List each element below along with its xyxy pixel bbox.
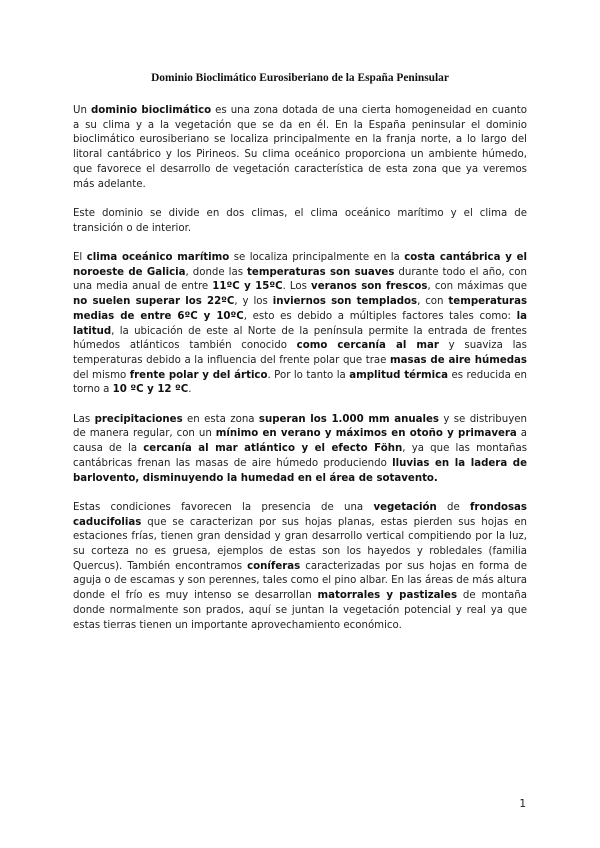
bold-text: dominio bioclimático [90,105,212,116]
text-run: Estas condiciones favorecen la presencia de una [73,501,374,513]
text-run: , donde las [185,266,248,278]
text-run: , esto es debido a múltiples factores tales como: [243,310,517,322]
text-run: de montaña donde normalmente son prados, aquí se juntan la vegetación potencial y real ya que estas tierras tienen un importante aprovechamiento económico. [73,590,527,631]
bold-text: clima oceánico marítimo [86,252,230,263]
page-number: 1 [519,798,526,810]
text-run: Las [73,413,95,425]
text-run: es reducida en torno a [73,369,528,396]
text-run: es una zona dotada de una cierta homogeneidad en cuanto a su clima y a la vegetación que se da en él. En la España peninsular el dominio bioclimático eurosiberiano se localiza principalmente en la franja norte, a lo largo del litoral cantábrico y los Pirineos. Su clima oceánico proporciona un ambiente húmedo, que favorece el desarrollo de vegetación característica de esta zona que ya veremos más adelante. [73,105,527,190]
paragraph [73,251,527,398]
page-title: Dominio Bioclimático Eurosiberiano de la España Peninsular [151,72,449,84]
bold-text: no suelen superar los 22ºC [73,296,235,308]
text-run: . [188,384,192,396]
bold-text: temperaturas medias de entre 6ºC y 10ºC [73,296,528,322]
text-run: . Por lo tanto la [267,369,350,381]
bold-text: frondosas caducifolias [73,501,527,528]
bold-text: inviernos son templados [272,296,418,308]
paragraph [73,413,527,487]
text-run: . Los [282,281,312,293]
text-run: , la ubicación de este al Norte de la península permite la entrada de frentes húmedos atlánticos también conocido [73,325,527,352]
text-run: Este dominio se divide en dos climas, el clima oceánico marítimo y el clima de transición o de interior. [73,207,527,234]
bold-text: 11ºC y 15ºC [212,281,283,293]
text-run: y suaviza las temperaturas debido a la influencia del frente polar que trae [73,340,527,366]
bold-text: costa cantábrica y el noroeste de Galicia [73,252,527,278]
bold-text: amplitud térmica [349,369,449,381]
paragraph [73,501,527,633]
paragraph [73,207,527,236]
bold-text: mínimo en verano y máximos en otoño y primavera [215,428,517,440]
bold-text: superan los 1.000 mm anuales [258,413,439,425]
bold-text: vegetación [373,501,437,513]
bold-text: masas de aire húmedas [390,354,527,366]
text-run: , con máximas que [427,281,527,293]
text-run: que se caracterizan por sus hojas planas, estas pierden sus hojas en estaciones frías, tienen gran densidad y gran desarrollo vertical compitiendo por la luz, su corteza no es gruesa, ejemplos de estas son los hayedos y robledales (familia Quercus). También encontramos [73,516,527,572]
bold-text: 10 ºC y 12 ºC [112,384,189,396]
text-run: , con [417,296,449,308]
bold-text: matorrales y pastizales [317,590,458,602]
text-run: del mismo [73,369,130,381]
text-run: caracterizadas por sus hojas en forma de aguja o de escamas y son perennes, tales como el pino albar. En las áreas de más altura donde el frío es muy intenso se desarrollan [73,560,527,602]
document-body [73,104,527,648]
bold-text: precipitaciones [94,413,183,425]
paragraph [73,104,527,192]
bold-text: la latitud [73,310,527,337]
bold-text: frente polar y del ártico [129,369,268,381]
text-run: , ya que las montañas cantábricas frenan las masas de aire húmedo produciendo [73,443,527,469]
bold-text: como cercanía al mar [296,340,439,352]
text-run: en esta zona [182,413,259,425]
text-run: durante todo el año, con una media anual de entre [73,266,527,293]
bold-text: coníferas [247,560,301,572]
bold-text: veranos son frescos [311,281,428,293]
text-run: a causa de la [73,428,528,455]
text-run: El [73,252,87,263]
text-run: de [436,501,470,513]
bold-text: lluvias en la ladera de barlovento, disminuyendo la humedad en el área de sotavento. [73,457,527,484]
text-run: Un [73,105,91,116]
text-run: se localiza principalmente en la [229,252,405,263]
text-run: y se distribuyen de manera regular, con un [73,413,527,440]
text-run: , y los [234,296,273,308]
bold-text: temperaturas son suaves [247,266,395,278]
bold-text: cercanía al mar atlántico y el efecto Föhn [143,443,403,455]
